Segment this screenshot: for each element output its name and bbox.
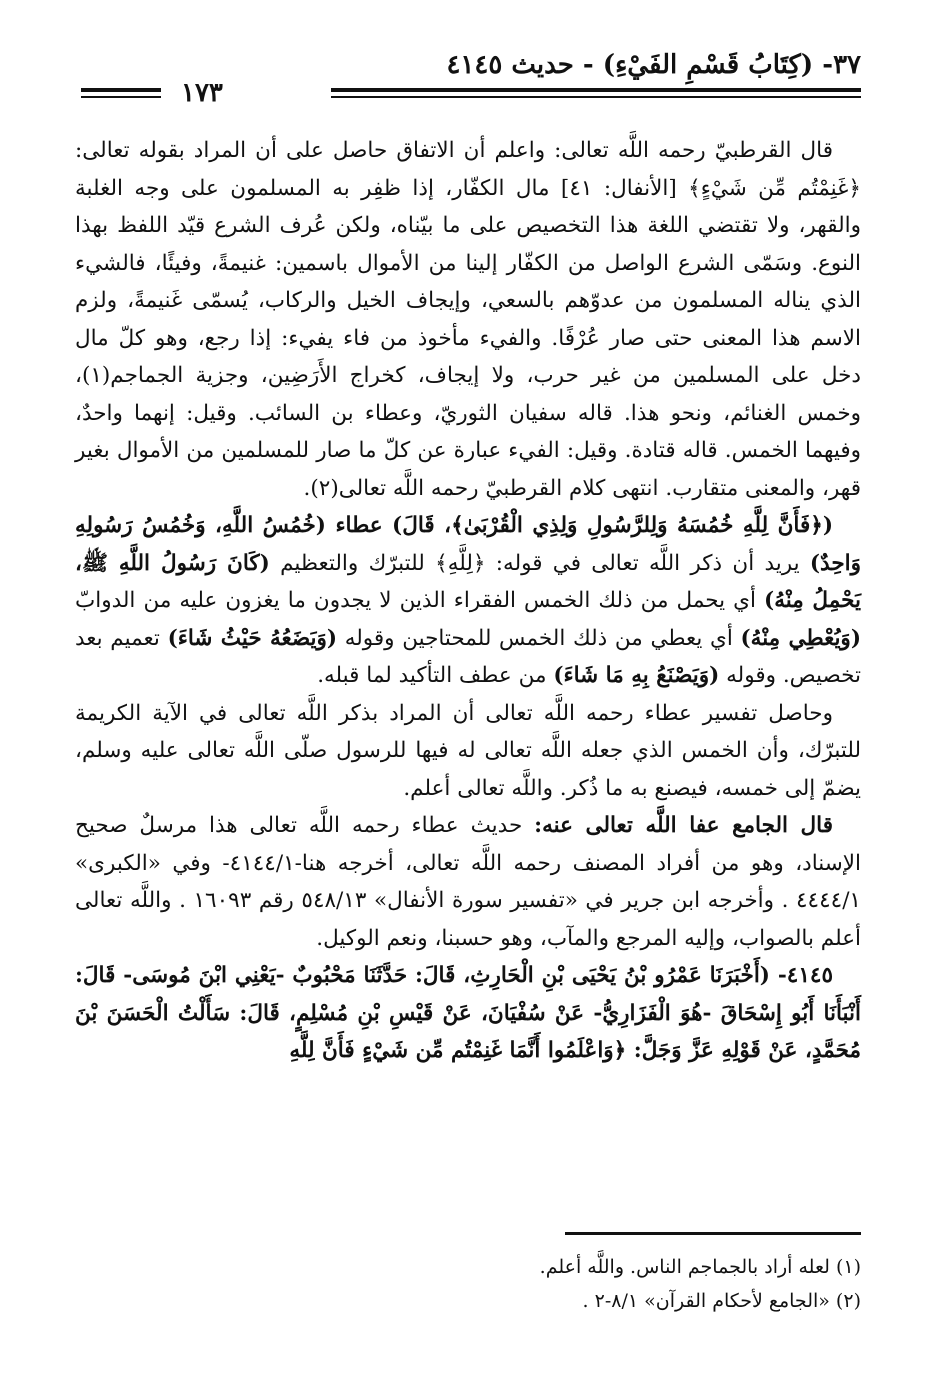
compiler-label: قال الجامع عفا اللَّه تعالى عنه: [534,813,834,838]
compiler-text: حديث عطاء رحمه اللَّه تعالى هذا مرسلٌ صحيح الإسناد، وهو من أفراد المصنف رحمه اللَّه تعالى، أخرجه هنا-٤١٤٤/١- وفي «الكبرى» ٤٤٤٤/١ . وأخرجه ابن جرير في «تفسير سورة الأنفال» ٥٤٨/١٣ رقم ١٦٠٩٣ . واللَّه تعالى أعلم بالصواب، وإليه المرجع والمآب، وهو حسبنا، ونعم الوكيل. [75,813,861,951]
commentary-text: من عطف التأكيد لما قبله. [317,663,554,688]
page-number: ١٧٣ [181,78,223,108]
commentary-text: أي يحمل من ذلك الخمس الفقراء الذين لا يجدون ما يغزون عليه من الدوابّ [75,588,765,613]
running-header [81,50,861,110]
commentary-text: تعميم بعد تخصيص. وقوله [75,625,861,688]
commentary-text: أي يعطي من ذلك الخمس للمحتاجين وقوله [337,625,741,651]
header-rule-left [81,88,161,98]
footnotes [75,1250,861,1318]
paragraph-qurtubi-quote: قال القرطبيّ رحمه اللَّه تعالى: واعلم أن الاتفاق حاصل على أن المراد بقوله تعالى: ﴿غَنِمْتُم مِّن شَيْءٍ﴾ [الأنفال: ٤١] مال الكفّار، إذا ظفِر به المسلمون على وجه الغلبة والقهر، ولا تقتضي اللغة هذا التخصيص على ما بيّناه، ولكن عُرف الشرع قيّد اللفظ بهذا النوع. وسَمّى الشرع الواصل من الكفّار إلينا من الأموال باسمين: غنيمةً، وفيئًا، فالشيء الذي يناله المسلمون من عدوّهم بالسعي، وإيجاف الخيل والركاب، يُسمّى غَنيمةً، ولزم الاسم هذا المعنى حتى صار عُرْفًا. والفيء مأخوذ من فاء يفيء: إذا رجع، وهو كلّ مال دخل على المسلمين من غير حرب، ولا إيجاف، كخراج الأَرَضِين، وجزية الجماجم(١)، وخمس الغنائم، ونحو هذا. قاله سفيان الثوريّ، وعطاء بن السائب. وقيل: إنهما واحدٌ، وفيهما الخمس. قاله قتادة. وقيل: الفيء عبارة عن كلّ ما صار للمسلمين من الأموال بغير قهر، والمعنى متقارب. انتهى كلام القرطبيّ رحمه اللَّه تعالى(٢). [75,138,861,501]
quoted-text: (وَيَضَعُهُ حَيْثُ شَاءَ) [167,625,338,651]
main-text [75,132,861,1070]
quoted-text: (﴿فَأَنَّ لِلَّهِ خُمُسَهُ وَلِلرَّسُولِ وَلِذِي الْقُرْبَىٰ﴾، قَالَ) عطاء (خُمُسُ اللَّهِ، وَخُمُسُ رَسُولِهِ وَاحِدٌ) [75,513,861,576]
quoted-text: (وَيُعْطِي مِنْهُ) [740,625,861,651]
paragraph-summary: وحاصل تفسير عطاء رحمه اللَّه تعالى أن المراد بذكر اللَّه تعالى في الآية الكريمة للتبرّك، وأن الخمس الذي جعله اللَّه تعالى له فيها للرسول صلّى اللَّه تعالى عليه وسلم، يضمّ إلى خمسه، فيصنع به ما ذُكر. واللَّه تعالى أعلم. [75,700,861,801]
paragraph-ata-commentary [75,507,861,695]
hadith-4145: ٤١٤٥- (أَخْبَرَنَا عَمْرُو بْنُ يَحْيَى بْنِ الْحَارِثِ، قَالَ: حَدَّثَنَا مَحْبُوبٌ -يَعْنِي ابْنَ مُوسَى- قَالَ: أَنْبَأَنَا أَبُو إِسْحَاقَ -هُوَ الْفَزَارِيُّ- عَنْ سُفْيَانَ، عَنْ قَيْسِ بْنِ مُسْلِمٍ، قَالَ: سَأَلْتُ الْحَسَنَ بْنَ مُحَمَّدٍ، عَنْ قَوْلِهِ عَزَّ وَجَلَّ: ﴿وَاعْلَمُوا أَنَّمَا غَنِمْتُم مِّن شَيْءٍ فَأَنَّ لِلَّهِ [75,963,861,1063]
footnote-2: (٢) «الجامع لأحكام القرآن» ٨/١-٢ . [582,1290,861,1312]
footnote-1: (١) لعله أراد بالجماجم الناس. واللَّه أعلم. [539,1256,861,1278]
quoted-text: (وَيَصْنَعُ بِهِ مَا شَاءَ) [553,663,720,688]
chapter-hadith-title: ٣٧- (كِتَابُ قَسْمِ الفَيْءِ) - حديث ٤١٤٥ [446,50,861,80]
header-rule-right [331,88,861,98]
quoted-text: (كَانَ رَسُولُ اللَّهِ ﷺ، يَحْمِلُ مِنْهُ) [75,550,861,613]
footnote-separator [565,1232,861,1235]
commentary-text: يريد أن ذكر اللَّه تعالى في قوله: ﴿لِلَّهِ﴾ للتبرّك والتعظيم [269,550,810,576]
paragraph-compiler-note [75,807,861,957]
